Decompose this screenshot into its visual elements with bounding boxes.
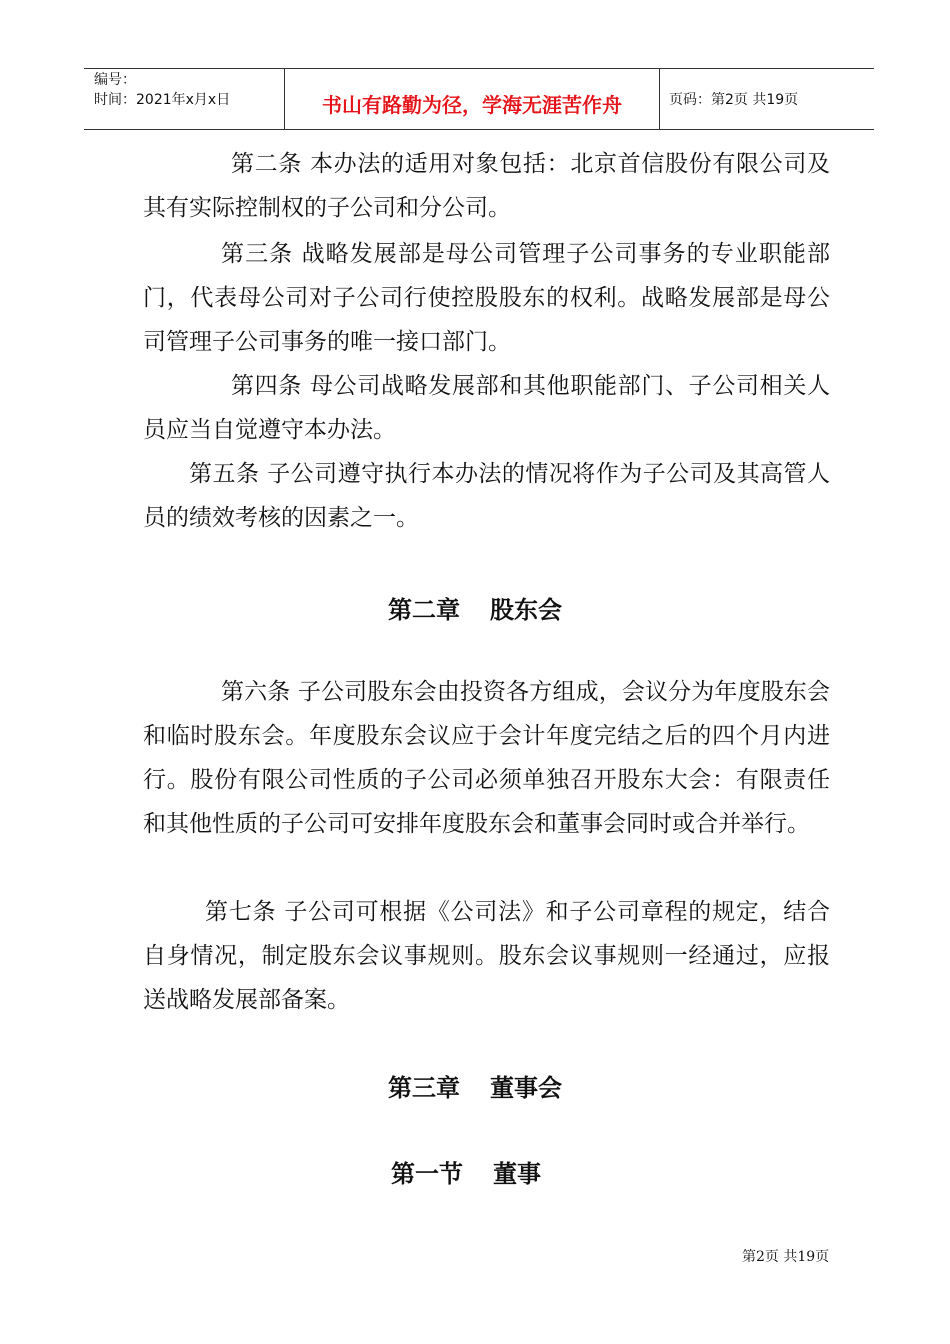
chapter-number: 第二章 <box>388 596 460 624</box>
header-page-cell <box>659 69 874 129</box>
document-date: 时间：2021年x月x日 <box>94 92 231 108</box>
header-info-cell <box>84 69 284 129</box>
article-4: 第四条 母公司战略发展部和其他职能部门、子公司相关人员应当自觉遵守本办法。 <box>143 373 830 443</box>
section-heading <box>0 1154 941 1189</box>
section-title: 董事 <box>493 1160 541 1188</box>
chapter-number: 第三章 <box>388 1074 460 1102</box>
chapter-heading <box>0 590 950 625</box>
section-number: 第一节 <box>391 1160 463 1188</box>
document-number: 编号： <box>94 72 136 88</box>
header-page-number: 页码：第2页 共19页 <box>669 92 799 108</box>
article-7: 第七条 子公司可根据《公司法》和子公司章程的规定，结合自身情况，制定股东会议事规则。股东会议事规则一经通过，应报送战略发展部备案。 <box>143 899 830 1013</box>
chapter-heading <box>0 1068 950 1103</box>
page-footer: 第2页 共19页 <box>742 1249 830 1265</box>
chapter-title: 董事会 <box>490 1074 562 1102</box>
header-motto-cell <box>284 69 660 129</box>
article-5: 第五条 子公司遵守执行本办法的情况将作为子公司及其高管人员的绩效考核的因素之一。 <box>143 461 830 531</box>
article-3: 第三条 战略发展部是母公司管理子公司事务的专业职能部门，代表母公司对子公司行使控股股东的权利。战略发展部是母公司管理子公司事务的唯一接口部门。 <box>143 241 830 355</box>
article-2: 第二条 本办法的适用对象包括：北京首信股份有限公司及其有实际控制权的子公司和分公司。 <box>143 151 830 221</box>
document-header <box>84 68 874 130</box>
article-6: 第六条 子公司股东会由投资各方组成，会议分为年度股东会和临时股东会。年度股东会议应于会计年度完结之后的四个月内进行。股份有限公司性质的子公司必须单独召开股东大会：有限责任和其他性质的子公司可安排年度股东会和董事会同时或合并举行。 <box>143 679 830 837</box>
header-motto: 书山有路勤为径，学海无涯苦作舟 <box>322 93 622 117</box>
chapter-title: 股东会 <box>490 596 562 624</box>
